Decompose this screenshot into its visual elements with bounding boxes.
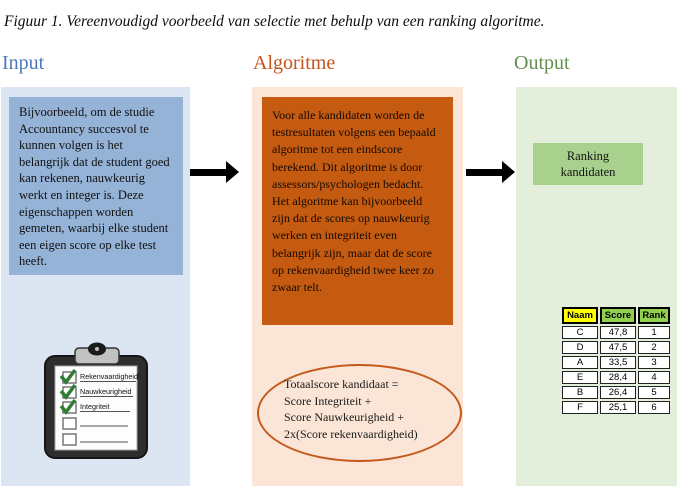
ranking-kandidaten-box xyxy=(533,143,643,185)
algoritme-description-text: Voor alle kandidaten worden de testresultaten volgens een bepaald algoritme tot een eindscore berekend. Dit algoritme is door assessors/psychologen bedacht. Het algoritme kan bijvoorbeeld zijn dat de scores op nauwkeurig werken en integriteit even belangrijk zijn, maar dat de score op rekenvaardigheid twee keer zo zwaar telt. xyxy=(272,108,436,295)
arrow-shaft xyxy=(466,169,503,176)
figure-title: Figuur 1. Vereenvoudigd voorbeeld van selectie met behulp van een ranking algoritme. xyxy=(4,13,545,30)
formula-line: Score Integriteit + xyxy=(284,393,372,408)
arrow-head-icon xyxy=(226,161,239,183)
cell-naam: D xyxy=(562,341,598,354)
cell-rank: 1 xyxy=(638,326,670,339)
cell-rank: 4 xyxy=(638,371,670,384)
table-row xyxy=(562,341,670,354)
clipboard-clip-hole xyxy=(95,347,99,351)
cell-score: 47,8 xyxy=(600,326,636,339)
cell-naam: A xyxy=(562,356,598,369)
cell-rank: 5 xyxy=(638,386,670,399)
arrow-shaft xyxy=(190,169,227,176)
algoritme-description-box xyxy=(262,97,453,325)
table-row xyxy=(562,326,670,339)
algoritme-header: Algoritme xyxy=(253,52,336,74)
table-row xyxy=(562,386,670,399)
cell-naam: F xyxy=(562,401,598,414)
formula-line: 2x(Score rekenvaardigheid) xyxy=(284,426,418,441)
checklist-item-label: Nauwkeurigheid xyxy=(80,387,132,396)
formula-line: Score Nauwkeurigheid + xyxy=(284,410,405,424)
formula-text xyxy=(284,376,444,442)
arrow-input-to-algoritme xyxy=(190,161,242,183)
clipboard-illustration xyxy=(33,338,157,464)
input-column xyxy=(1,87,190,486)
table-header-rank: Rank xyxy=(638,307,670,324)
table-row xyxy=(562,401,670,414)
algoritme-column xyxy=(252,87,463,486)
cell-score: 33,5 xyxy=(600,356,636,369)
cell-naam: E xyxy=(562,371,598,384)
cell-score: 25,1 xyxy=(600,401,636,414)
table-row xyxy=(562,371,670,384)
input-header: Input xyxy=(2,52,45,74)
table-header-naam: Naam xyxy=(562,307,598,324)
input-description-text: Bijvoorbeeld, om de studie Accountancy succesvol te kunnen volgen is het belangrijk dat de student goed kan rekenen, nauwkeurig werkt en integer is. Deze eigenschappen worden gemeten, waarbij elke student een eigen score op elke test heeft. xyxy=(19,105,170,269)
checklist-item-label: Integriteit xyxy=(80,402,110,411)
arrow-algoritme-to-output xyxy=(466,161,518,183)
cell-rank: 3 xyxy=(638,356,670,369)
input-description-box xyxy=(9,97,183,275)
table-row xyxy=(562,356,670,369)
cell-score: 26,4 xyxy=(600,386,636,399)
cell-score: 28,4 xyxy=(600,371,636,384)
table-header-row xyxy=(562,307,670,324)
checkbox-icon xyxy=(63,418,76,429)
ranking-kandidaten-label: Ranking kandidaten xyxy=(560,148,616,179)
ranking-table xyxy=(560,305,672,416)
formula-line: Totaalscore kandidaat = xyxy=(284,377,399,391)
cell-rank: 2 xyxy=(638,341,670,354)
checklist-item-label: Rekenvaardigheid xyxy=(80,372,138,381)
cell-naam: B xyxy=(562,386,598,399)
cell-rank: 6 xyxy=(638,401,670,414)
checkbox-icon xyxy=(63,434,76,445)
cell-naam: C xyxy=(562,326,598,339)
table-header-score: Score xyxy=(600,307,636,324)
output-header: Output xyxy=(514,52,570,74)
output-column xyxy=(516,87,677,486)
arrow-head-icon xyxy=(502,161,515,183)
cell-score: 47,5 xyxy=(600,341,636,354)
